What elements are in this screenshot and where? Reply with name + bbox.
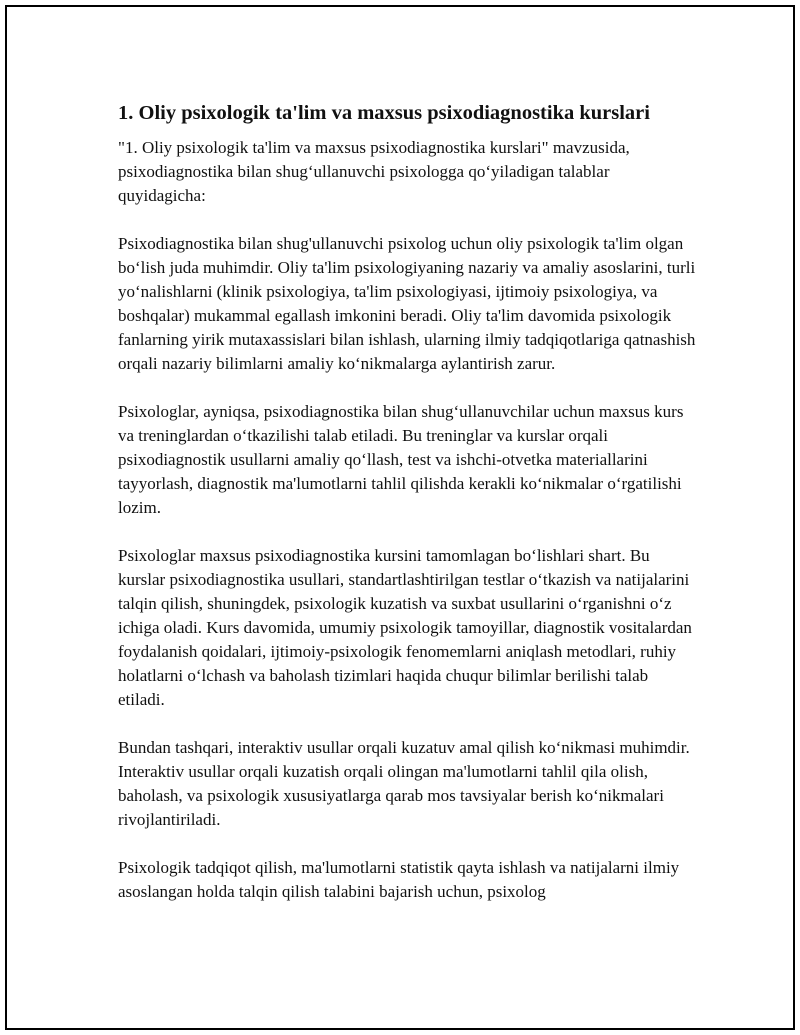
paragraph-intro: "1. Oliy psixologik ta'lim va maxsus psixodiagnostika kurslari" mavzusida, psixodiagnostika bilan shug‘ullanuvchi psixologga qo‘yiladigan talablar quyidagicha: <box>118 138 630 205</box>
paragraph-research: Psixologik tadqiqot qilish, ma'lumotlarni statistik qayta ishlash va natijalarni ilmiy asoslangan holda talqin qilish talabini bajarish uchun, psixolog <box>118 858 680 901</box>
paragraph-interactive-methods: Bundan tashqari, interaktiv usullar orqali kuzatuv amal qilish ko‘nikmasi muhimdir. Interaktiv usullar orqali kuzatish orqali olingan ma'lumotlarni tahlil qila olish, baholash, va psixologik xususiyatlarga qarab mos tavsiyalar berish ko‘nikmalari rivojlantiriladi. <box>118 738 690 829</box>
document-heading: 1. Oliy psixologik ta'lim va maxsus psixodiagnostika kurslari <box>118 102 650 124</box>
document-body <box>118 99 698 928</box>
paragraph-special-training: Psixologlar, ayniqsa, psixodiagnostika bilan shug‘ullanuvchilar uchun maxsus kurs va treninglardan o‘tkazilishi talab etiladi. Bu treninglar va kurslar orqali psixodiagnostik usullarni amaliy qo‘llash, test va ishchi-otvetka materiallarini tayyorlash, diagnostik ma'lumotlarni tahlil qilishda kerakli ko‘nikmalar o‘rgatilishi lozim. <box>118 402 684 517</box>
paragraph-diagnostic-course: Psixologlar maxsus psixodiagnostika kursini tamomlagan bo‘lishlari shart. Bu kurslar psixodiagnostika usullari, standartlashtirilgan testlar o‘tkazish va natijalarini talqin qilish, shuningdek, psixologik kuzatish va suxbat usullarini o‘rganishni o‘z ichiga oladi. Kurs davomida, umumiy psixologik tamoyillar, diagnostik vositalardan foydalanish qoidalari, ijtimoiy-psixologik fenomemlarni aniqlash metodlari, ruhiy holatlarni o‘lchash va baholash tizimlari haqida chuqur bilimlar berilishi talab etiladi. <box>118 546 692 709</box>
paragraph-higher-education: Psixodiagnostika bilan shug'ullanuvchi psixolog uchun oliy psixologik ta'lim olgan bo‘lish juda muhimdir. Oliy ta'lim psixologiyaning nazariy va amaliy asoslarini, turli yo‘nalishlarni (klinik psixologiya, ta'lim psixologiyasi, ijtimoiy psixologiya, va boshqalar) mukammal egallash imkonini beradi. Oliy ta'lim davomida psixologik fanlarning yirik mutaxassislari bilan ishlash, ularning ilmiy tadqiqotlariga qatnashish orqali nazariy bilimlarni amaliy ko‘nikmalarga aylantirish zarur. <box>118 234 696 373</box>
page-frame <box>5 5 795 1030</box>
